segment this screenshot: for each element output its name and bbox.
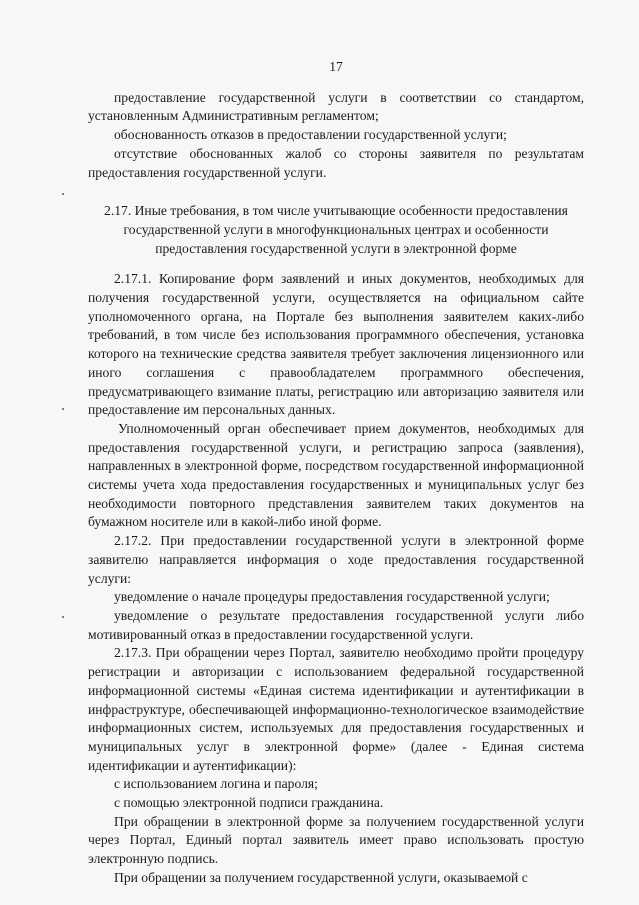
margin-dot xyxy=(62,616,64,618)
paragraph-2-17-3: 2.17.3. При обращении через Портал, заявителю необходимо пройти процедуру регистрации и авторизации с использованием федеральной государственной информационной системы «Единая система идентификации и аутентификации в инфраструктуре, обеспечивающей информационно-технологическое взаимодействие информационных систем, используемых для предоставления государственных и муниципальных услуг в электронной форме» (далее - Единая система идентификации и аутентификации): xyxy=(88,645,584,773)
paragraph-notification-start: уведомление о начале процедуры предоставления государственной услуги; xyxy=(114,589,550,605)
section-heading: 2.17. Иные требования, в том числе учитывающие особенности предоставления государственной услуги в многофункциональных центрах и особенности предоставления государственной услуги в электронной форме xyxy=(104,203,568,256)
paragraph-complaints: отсутствие обоснованных жалоб со стороны заявителя по результатам предоставления государственной услуги. xyxy=(88,145,584,180)
list-item-signature: с помощью электронной подписи гражданина. xyxy=(114,795,384,811)
paragraph-continued: При обращении за получением государственной услуги, оказываемой с xyxy=(114,869,528,885)
page-number: 17 xyxy=(329,59,343,74)
margin-dot xyxy=(62,193,64,195)
paragraph-standard-compliance: предоставление государственной услуги в соответствии со стандартом, установленным Административным регламентом; xyxy=(88,89,584,124)
paragraph-authority-reception: Уполномоченный орган обеспечивает прием документов, необходимых для предоставления государственной услуги, и регистрацию запроса (заявления), направленных в электронной форме, посредством государственной информационной системы учета хода предоставления государственных и муниципальных услуг без необходимости повторного представления заявителем таких документов на бумажном носителе или в какой-либо иной форме. xyxy=(88,420,584,530)
list-item-login: с использованием логина и пароля; xyxy=(114,776,318,792)
paragraph-simple-signature: При обращении в электронной форме за получением государственной услуги через Портал, Единый портал заявитель имеет право использовать простую электронную подпись. xyxy=(88,813,584,867)
margin-dot xyxy=(62,408,64,410)
paragraph-notification-result: уведомление о результате предоставления государственной услуги либо мотивированный отказ в предоставлении государственной услуги. xyxy=(88,607,584,642)
paragraph-refusals: обоснованность отказов в предоставлении государственной услуги; xyxy=(114,127,507,143)
paragraph-2-17-2: 2.17.2. При предоставлении государственной услуги в электронной форме заявителю направляется информация о ходе предоставления государственной услуги: xyxy=(88,533,584,586)
paragraph-2-17-1: 2.17.1. Копирование форм заявлений и иных документов, необходимых для получения государственной услуги, осуществляется на официальном сайте уполномоченного органа, на Портале без выполнения заявителем каких-либо требований, в том числе без использования программного обеспечения, установка которого на технические средства заявителя требует заключения лицензионного или иного соглашения с правообладателем программного обеспечения, предусматривающего взимание платы, регистрацию или авторизацию заявителя или предоставление им персональных данных. xyxy=(88,271,584,418)
